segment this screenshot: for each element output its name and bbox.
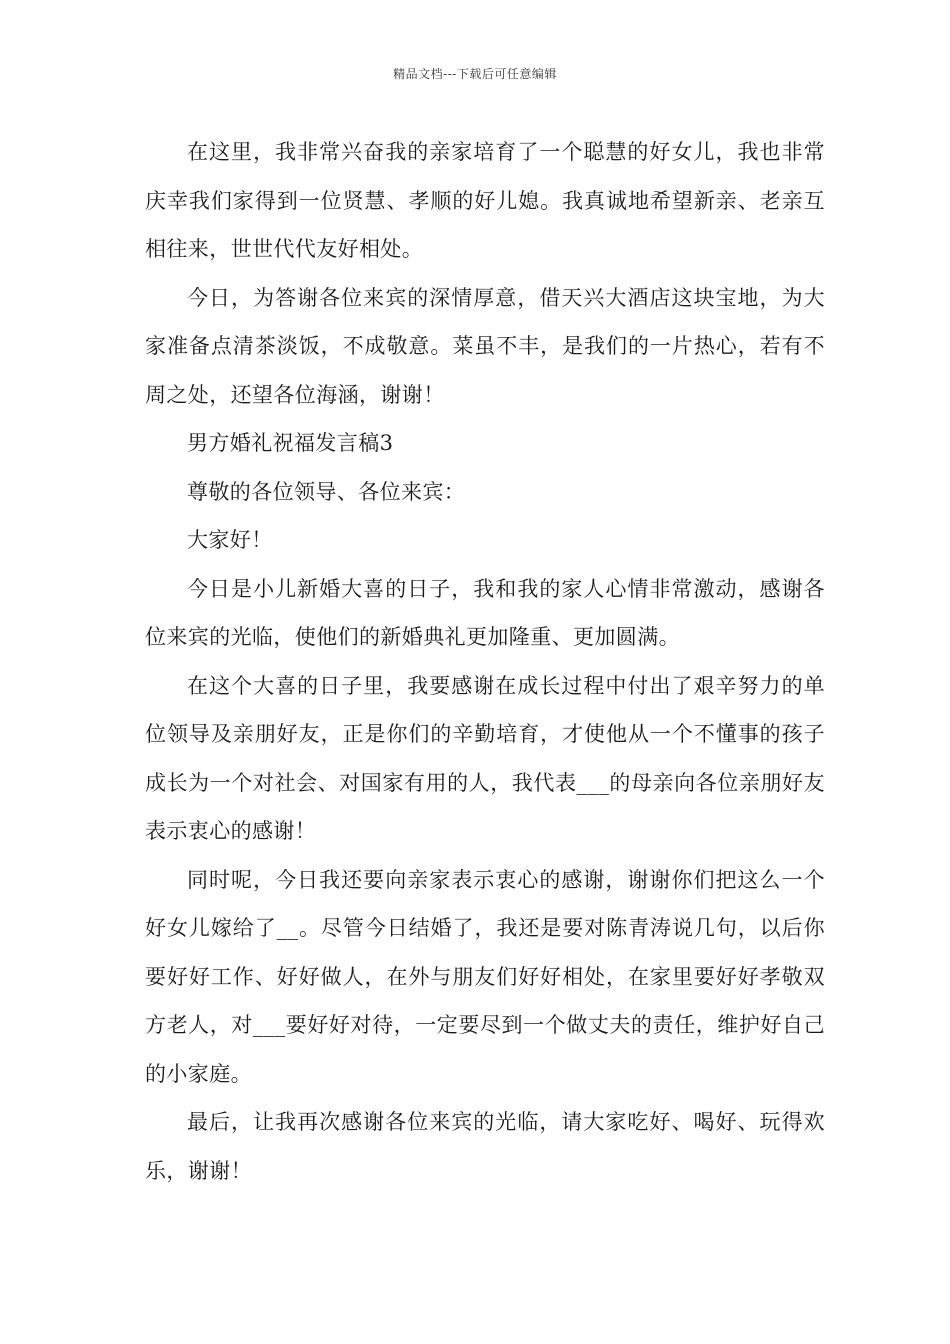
paragraph-wedding-day: 今日是小儿新婚大喜的日子，我和我的家人心情非常激动，感谢各位来宾的光临，使他们的新婚典礼更加隆重、更加圆满。 bbox=[145, 576, 825, 649]
paragraph-in-laws-thanks: 在这里，我非常兴奋我的亲家培育了一个聪慧的好女儿，我也非常庆幸我们家得到一位贤慧、孝顺的好儿媳。我真诚地希望新亲、老亲互相往来，世世代代友好相处。 bbox=[145, 140, 825, 261]
greeting: 大家好！ bbox=[187, 528, 273, 552]
paragraph-banquet-thanks: 今日，为答谢各位来宾的深情厚意，借天兴大酒店这块宝地，为大家准备点清茶淡饭，不成敬意。菜虽不丰，是我们的一片热心，若有不周之处，还望各位海涵，谢谢！ bbox=[145, 285, 825, 407]
section-heading: 男方婚礼祝福发言稿3 bbox=[187, 431, 394, 455]
document-body bbox=[145, 128, 825, 1195]
salutation: 尊敬的各位领导、各位来宾： bbox=[187, 479, 466, 504]
paragraph-thanks-leaders: 在这个大喜的日子里，我要感谢在成长过程中付出了艰辛努力的单位领导及亲朋好友，正是你们的辛勤培育，才使他从一个不懂事的孩子成长为一个对社会、对国家有用的人，我代表___的母亲向各位亲朋好友表示衷心的感谢！ bbox=[145, 673, 825, 843]
paragraph-closing: 最后，让我再次感谢各位来宾的光临，请大家吃好、喝好、玩得欢乐，谢谢！ bbox=[145, 1110, 825, 1183]
page-header: 精品文档---下载后可任意编辑 bbox=[393, 67, 557, 81]
paragraph-thanks-in-laws: 同时呢，今日我还要向亲家表示衷心的感谢，谢谢你们把这么一个好女儿嫁给了__。尽管今日结婚了，我还是要对陈青涛说几句，以后你要好好工作、好好做人，在外与朋友们好好相处，在家里要好好孝敬双方老人，对___要好好对待，一定要尽到一个做丈夫的责任，维护好自己的小家庭。 bbox=[145, 867, 825, 1086]
